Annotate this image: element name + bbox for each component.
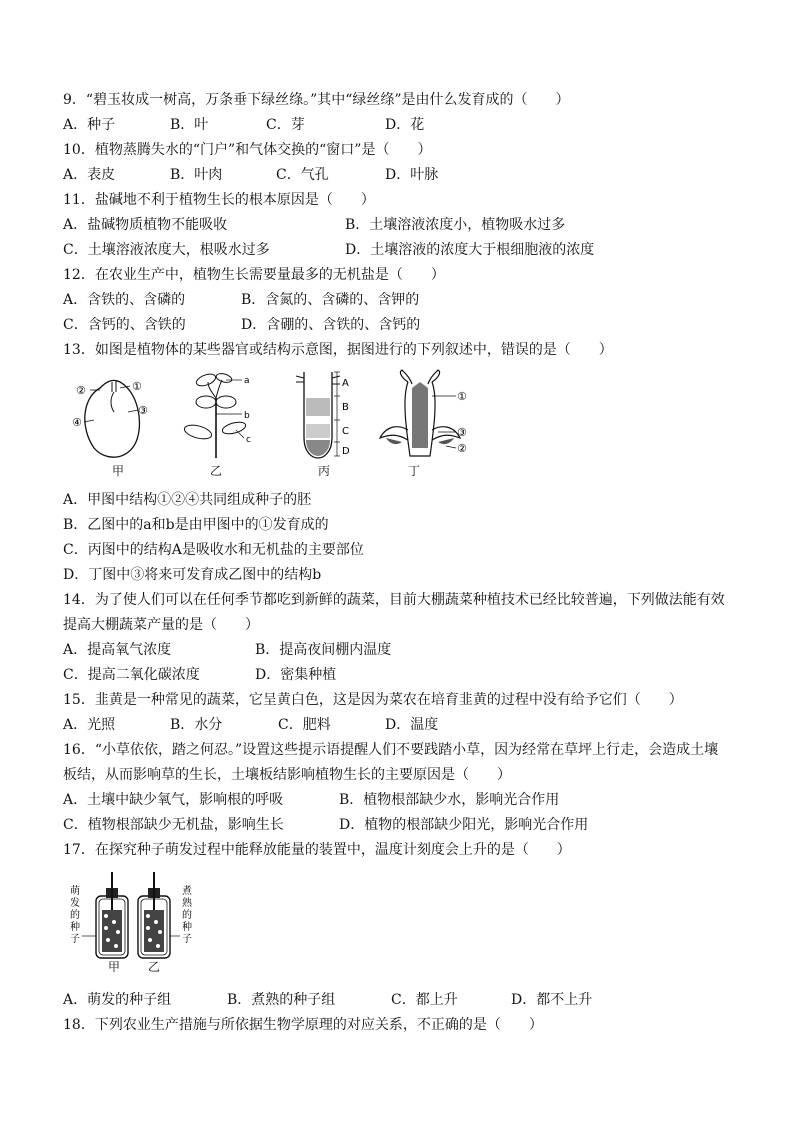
ding-mark-2: ② <box>457 442 467 455</box>
label-boiled-seeds-1: 煮 <box>182 886 192 897</box>
label-germinating-seeds-1: 萌 <box>70 886 80 897</box>
option-d[interactable]: D．土壤溶液的浓度大于根细胞液的浓度 <box>345 242 595 258</box>
option-a[interactable]: A．含铁的、含磷的 <box>63 292 186 308</box>
jia-mark-3: ③ <box>138 404 148 417</box>
option-d[interactable]: D．叶脉 <box>385 167 439 183</box>
figure-thermos-experiment <box>68 870 198 975</box>
option-a[interactable]: A．萌发的种子组 <box>63 992 172 1008</box>
question-16-stem-line2: 板结，从而影响草的生长，土壤板结影响植物生长的主要原因是（ ） <box>63 767 511 783</box>
jia-mark-1: ① <box>132 380 142 393</box>
label-boiled-seeds-2: 熟 <box>182 898 192 909</box>
question-14-stem-line2: 提高大棚蔬菜产量的是（ ） <box>63 617 259 633</box>
option-c[interactable]: C．植物根部缺少无机盐，影响生长 <box>63 817 284 833</box>
question-11-stem: 11．盐碱地不利于植物生长的根本原因是（ ） <box>63 192 375 208</box>
question-16-stem-line1: 16．“小草依依，踏之何忍。”设置这些提示语提醒人们不要践踏小草，因为经常在草坪上行走，会造成土壤 <box>63 742 719 758</box>
figure-label-yi: 乙 <box>209 464 222 478</box>
figure-bing-root-tip <box>290 368 360 463</box>
bing-mark-c: C <box>342 426 349 437</box>
option-b[interactable]: B．含氮的、含磷的、含钾的 <box>241 292 420 308</box>
question-14-stem-line1: 14．为了使人们可以在任何季节都吃到新鲜的蔬菜，目前大棚蔬菜种植技术已经比较普遍，下列做法能有效 <box>63 592 725 608</box>
figure-label-ding: 丁 <box>407 464 420 478</box>
yi-mark-b: b <box>244 411 250 421</box>
bing-mark-a: A <box>342 378 349 389</box>
option-a[interactable]: A．盐碱物质植物不能吸收 <box>63 217 228 233</box>
option-d[interactable]: D．温度 <box>385 717 439 733</box>
option-a[interactable]: A．光照 <box>63 717 116 733</box>
question-13-option-d[interactable]: D．丁图中③将来可发育成乙图中的结构b <box>63 567 322 583</box>
label-boiled-seeds-5: 子 <box>182 934 192 945</box>
question-17-stem: 17．在探究种子萌发过程中能释放能量的装置中，温度计刻度会上升的是（ ） <box>63 842 571 858</box>
label-germinating-seeds-2: 发 <box>70 898 80 909</box>
label-germinating-seeds-3: 的 <box>70 910 80 921</box>
figure-yi-seedling <box>178 368 268 463</box>
option-d[interactable]: D．含硼的、含铁的、含钙的 <box>241 317 421 333</box>
option-a[interactable]: A．土壤中缺少氧气，影响根的呼吸 <box>63 792 284 808</box>
question-13-option-c[interactable]: C．丙图中的结构A是吸收水和无机盐的主要部位 <box>63 542 364 558</box>
option-d[interactable]: D．都不上升 <box>511 992 593 1008</box>
option-a[interactable]: A．提高氧气浓度 <box>63 642 172 658</box>
ding-mark-1: ① <box>457 390 467 403</box>
option-d[interactable]: D．植物的根部缺少阳光，影响光合作用 <box>339 817 589 833</box>
figure-label-jia: 甲 <box>111 464 124 478</box>
option-a[interactable]: A．表皮 <box>63 167 116 183</box>
option-d[interactable]: D．花 <box>385 117 425 133</box>
option-c[interactable]: C．芽 <box>266 117 305 133</box>
figure-label-bing: 丙 <box>317 464 330 478</box>
option-c[interactable]: C．气孔 <box>276 167 329 183</box>
figure-label-jia-17: 甲 <box>107 960 120 974</box>
label-germinating-seeds-4: 种 <box>70 922 80 933</box>
label-germinating-seeds-5: 子 <box>70 934 80 945</box>
option-b[interactable]: B．水分 <box>170 717 223 733</box>
yi-mark-a: a <box>244 376 250 386</box>
question-12-stem: 12．在农业生产中，植物生长需要量最多的无机盐是（ ） <box>63 267 445 283</box>
label-boiled-seeds-4: 种 <box>182 922 192 933</box>
label-boiled-seeds-3: 的 <box>182 910 192 921</box>
option-b[interactable]: B．土壤溶液浓度小，植物吸水过多 <box>345 217 566 233</box>
question-13-option-a[interactable]: A．甲图中结构①②④共同组成种子的胚 <box>63 492 312 508</box>
figure-ding-bud <box>372 368 482 463</box>
option-b[interactable]: B．煮熟的种子组 <box>227 992 336 1008</box>
ding-mark-3: ③ <box>457 426 467 439</box>
question-15-stem: 15．韭黄是一种常见的蔬菜，它呈黄白色，这是因为菜农在培育韭黄的过程中没有给予它们（ ） <box>63 692 683 708</box>
option-a[interactable]: A．种子 <box>63 117 116 133</box>
bing-mark-d: D <box>342 446 350 457</box>
option-c[interactable]: C．含钙的、含铁的 <box>63 317 186 333</box>
question-10-stem: 10．植物蒸腾失水的“门户”和气体交换的“窗口”是（ ） <box>63 142 432 158</box>
option-c[interactable]: C．土壤溶液浓度大，根吸水过多 <box>63 242 270 258</box>
option-c[interactable]: C．提高二氧化碳浓度 <box>63 667 200 683</box>
figure-jia-seed <box>72 368 162 463</box>
jia-mark-2: ② <box>76 384 86 397</box>
yi-mark-c: c <box>246 435 251 445</box>
option-c[interactable]: C．肥料 <box>278 717 331 733</box>
option-b[interactable]: B．提高夜间棚内温度 <box>255 642 392 658</box>
figure-label-yi-17: 乙 <box>147 960 160 974</box>
bing-mark-b: B <box>342 402 349 413</box>
option-d[interactable]: D．密集种植 <box>255 667 337 683</box>
question-13-stem: 13．如图是植物体的某些器官或结构示意图，据图进行的下列叙述中，错误的是（ ） <box>63 342 613 358</box>
option-c[interactable]: C．都上升 <box>391 992 458 1008</box>
option-b[interactable]: B．植物根部缺少水，影响光合作用 <box>339 792 560 808</box>
option-b[interactable]: B．叶 <box>170 117 209 133</box>
question-13-option-b[interactable]: B．乙图中的a和b是由甲图中的①发育成的 <box>63 517 329 533</box>
question-18-stem: 18．下列农业生产措施与所依据生物学原理的对应关系，不正确的是（ ） <box>63 1017 543 1033</box>
option-b[interactable]: B．叶肉 <box>170 167 223 183</box>
question-9-stem: 9．“碧玉妆成一树高，万条垂下绿丝绦。”其中“绿丝绦”是由什么发育成的（ ） <box>63 92 570 108</box>
jia-mark-4: ④ <box>72 416 82 429</box>
